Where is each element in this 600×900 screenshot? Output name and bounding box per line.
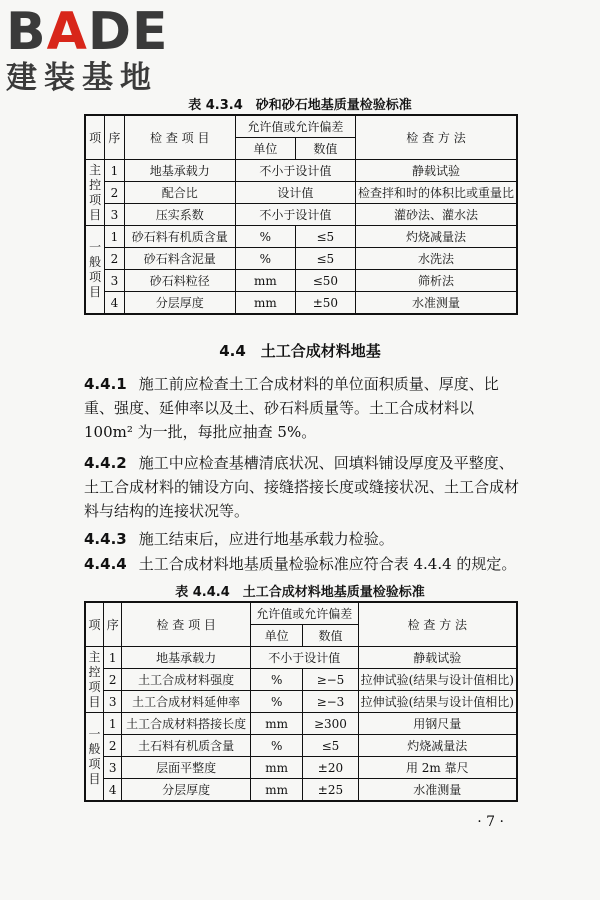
method-cell: 灌砂法、灌水法 bbox=[355, 204, 517, 226]
seq-cell: 4 bbox=[104, 779, 122, 802]
check-item-cell: 土工合成材料搭接长度 bbox=[122, 713, 251, 735]
header-unit: 单位 bbox=[235, 138, 295, 160]
seq-cell: 2 bbox=[104, 669, 122, 691]
method-cell: 筛析法 bbox=[355, 270, 517, 292]
unit-cell: % bbox=[235, 248, 295, 270]
category-cell: 主控项目 bbox=[85, 647, 104, 713]
value-cell: ≤50 bbox=[295, 270, 355, 292]
method-cell: 静载试验 bbox=[355, 160, 517, 182]
header-item: 项 bbox=[85, 115, 105, 160]
table-row bbox=[85, 292, 517, 315]
seq-cell: 3 bbox=[104, 691, 122, 713]
check-item-cell: 砂石料有机质含量 bbox=[124, 226, 235, 248]
category-cell: 一般项目 bbox=[85, 713, 104, 802]
table-row bbox=[85, 647, 517, 669]
paragraph-4-4-2 bbox=[84, 451, 520, 523]
seq-cell: 2 bbox=[104, 735, 122, 757]
category-cell: 主控项目 bbox=[85, 160, 105, 226]
value-cell: ≤5 bbox=[295, 248, 355, 270]
clause-number: 4.4.2 bbox=[84, 454, 127, 472]
method-cell: 拉伸试验(结果与设计值相比) bbox=[358, 691, 517, 713]
clause-number: 4.4.4 bbox=[84, 555, 127, 573]
unit-cell: mm bbox=[235, 270, 295, 292]
header-allowance: 允许值或允许偏差 bbox=[251, 602, 359, 625]
unit-cell: mm bbox=[235, 292, 295, 315]
table-row bbox=[85, 248, 517, 270]
header-seq: 序 bbox=[105, 115, 124, 160]
header-row bbox=[85, 115, 517, 138]
header-check-item: 检 查 项 目 bbox=[122, 602, 251, 647]
table-geosynthetic-standard bbox=[84, 601, 518, 802]
paragraph-4-4-4 bbox=[84, 552, 520, 576]
unit-cell: mm bbox=[251, 713, 303, 735]
unit-cell: % bbox=[251, 735, 303, 757]
page-number: · 7 · bbox=[477, 814, 504, 830]
section-title: 4.4 土工合成材料地基 bbox=[219, 342, 381, 360]
check-item-cell: 地基承载力 bbox=[122, 647, 251, 669]
check-item-cell: 砂石料含泥量 bbox=[124, 248, 235, 270]
header-value: 数值 bbox=[295, 138, 355, 160]
check-item-cell: 土石料有机质含量 bbox=[122, 735, 251, 757]
logo-brand-text: BADE bbox=[6, 2, 169, 62]
method-cell: 用 2m 靠尺 bbox=[358, 757, 517, 779]
header-seq: 序 bbox=[104, 602, 122, 647]
seq-cell: 3 bbox=[105, 204, 124, 226]
seq-cell: 4 bbox=[105, 292, 124, 315]
seq-cell: 3 bbox=[105, 270, 124, 292]
header-unit: 单位 bbox=[251, 625, 303, 647]
method-cell: 灼烧减量法 bbox=[358, 735, 517, 757]
paragraph-4-4-3 bbox=[84, 527, 520, 551]
value-cell: ±50 bbox=[295, 292, 355, 315]
allowance-cell: 不小于设计值 bbox=[235, 160, 355, 182]
seq-cell: 1 bbox=[105, 160, 124, 182]
table-row bbox=[85, 160, 517, 182]
check-item-cell: 分层厚度 bbox=[124, 292, 235, 315]
table-row bbox=[85, 226, 517, 248]
table-row bbox=[85, 270, 517, 292]
method-cell: 静载试验 bbox=[358, 647, 517, 669]
seq-cell: 3 bbox=[104, 757, 122, 779]
seq-cell: 2 bbox=[105, 182, 124, 204]
allowance-cell: 设计值 bbox=[235, 182, 355, 204]
header-value: 数值 bbox=[303, 625, 358, 647]
check-item-cell: 土工合成材料强度 bbox=[122, 669, 251, 691]
table-row bbox=[85, 669, 517, 691]
check-item-cell: 配合比 bbox=[124, 182, 235, 204]
method-cell: 拉伸试验(结果与设计值相比) bbox=[358, 669, 517, 691]
table-row bbox=[85, 182, 517, 204]
unit-cell: mm bbox=[251, 779, 303, 802]
method-cell: 水准测量 bbox=[355, 292, 517, 315]
paragraph-4-4-1 bbox=[84, 372, 520, 444]
check-item-cell: 土工合成材料延伸率 bbox=[122, 691, 251, 713]
value-cell: ≥300 bbox=[303, 713, 358, 735]
table1-caption: 表 4.3.4 砂和砂石地基质量检验标准 bbox=[188, 98, 412, 113]
method-cell: 检查拌和时的体积比或重量比 bbox=[355, 182, 517, 204]
header-allowance: 允许值或允许偏差 bbox=[235, 115, 355, 138]
header-item: 项 bbox=[85, 602, 104, 647]
value-cell: ±20 bbox=[303, 757, 358, 779]
table-row bbox=[85, 713, 517, 735]
value-cell: ≤5 bbox=[295, 226, 355, 248]
check-item-cell: 地基承载力 bbox=[124, 160, 235, 182]
method-cell: 水洗法 bbox=[355, 248, 517, 270]
value-cell: ≥−5 bbox=[303, 669, 358, 691]
seq-cell: 1 bbox=[104, 713, 122, 735]
header-check-item: 检 查 项 目 bbox=[124, 115, 235, 160]
clause-text: 施工结束后，应进行地基承载力检验。 bbox=[138, 530, 394, 548]
seq-cell: 2 bbox=[105, 248, 124, 270]
header-row bbox=[85, 602, 517, 625]
allowance-cell: 不小于设计值 bbox=[235, 204, 355, 226]
table-row bbox=[85, 204, 517, 226]
unit-cell: % bbox=[251, 691, 303, 713]
table-row bbox=[85, 757, 517, 779]
table2-caption: 表 4.4.4 土工合成材料地基质量检验标准 bbox=[175, 585, 425, 600]
value-cell: ≥−3 bbox=[303, 691, 358, 713]
header-method: 检 查 方 法 bbox=[358, 602, 517, 647]
category-cell: 一般项目 bbox=[85, 226, 105, 315]
unit-cell: % bbox=[235, 226, 295, 248]
method-cell: 水准测量 bbox=[358, 779, 517, 802]
method-cell: 灼烧减量法 bbox=[355, 226, 517, 248]
header-method: 检 查 方 法 bbox=[355, 115, 517, 160]
unit-cell: % bbox=[251, 669, 303, 691]
value-cell: ≤5 bbox=[303, 735, 358, 757]
check-item-cell: 砂石料粒径 bbox=[124, 270, 235, 292]
clause-number: 4.4.3 bbox=[84, 530, 127, 548]
unit-cell: mm bbox=[251, 757, 303, 779]
clause-number: 4.4.1 bbox=[84, 375, 127, 393]
clause-text: 施工前应检查土工合成材料的单位面积质量、厚度、比重、强度、延伸率以及土、砂石料质量等。土工合成材料以 100m² 为一批，每批应抽查 5%。 bbox=[84, 375, 499, 441]
table-row bbox=[85, 735, 517, 757]
seq-cell: 1 bbox=[104, 647, 122, 669]
clause-text: 施工中应检查基槽清底状况、回填料铺设厚度及平整度、土工合成材料的铺设方向、接缝搭接长度或缝接状况、土工合成材料与结构的连接状况等。 bbox=[84, 454, 520, 520]
table-sand-gravel-standard bbox=[84, 114, 518, 315]
allowance-cell: 不小于设计值 bbox=[251, 647, 359, 669]
method-cell: 用钢尺量 bbox=[358, 713, 517, 735]
logo-subtitle: 建装基地 bbox=[6, 60, 158, 96]
check-item-cell: 层面平整度 bbox=[122, 757, 251, 779]
brand-logo bbox=[6, 2, 181, 96]
value-cell: ±25 bbox=[303, 779, 358, 802]
clause-text: 土工合成材料地基质量检验标准应符合表 4.4.4 的规定。 bbox=[138, 555, 517, 573]
table-row bbox=[85, 691, 517, 713]
check-item-cell: 分层厚度 bbox=[122, 779, 251, 802]
table-row bbox=[85, 779, 517, 802]
seq-cell: 1 bbox=[105, 226, 124, 248]
check-item-cell: 压实系数 bbox=[124, 204, 235, 226]
